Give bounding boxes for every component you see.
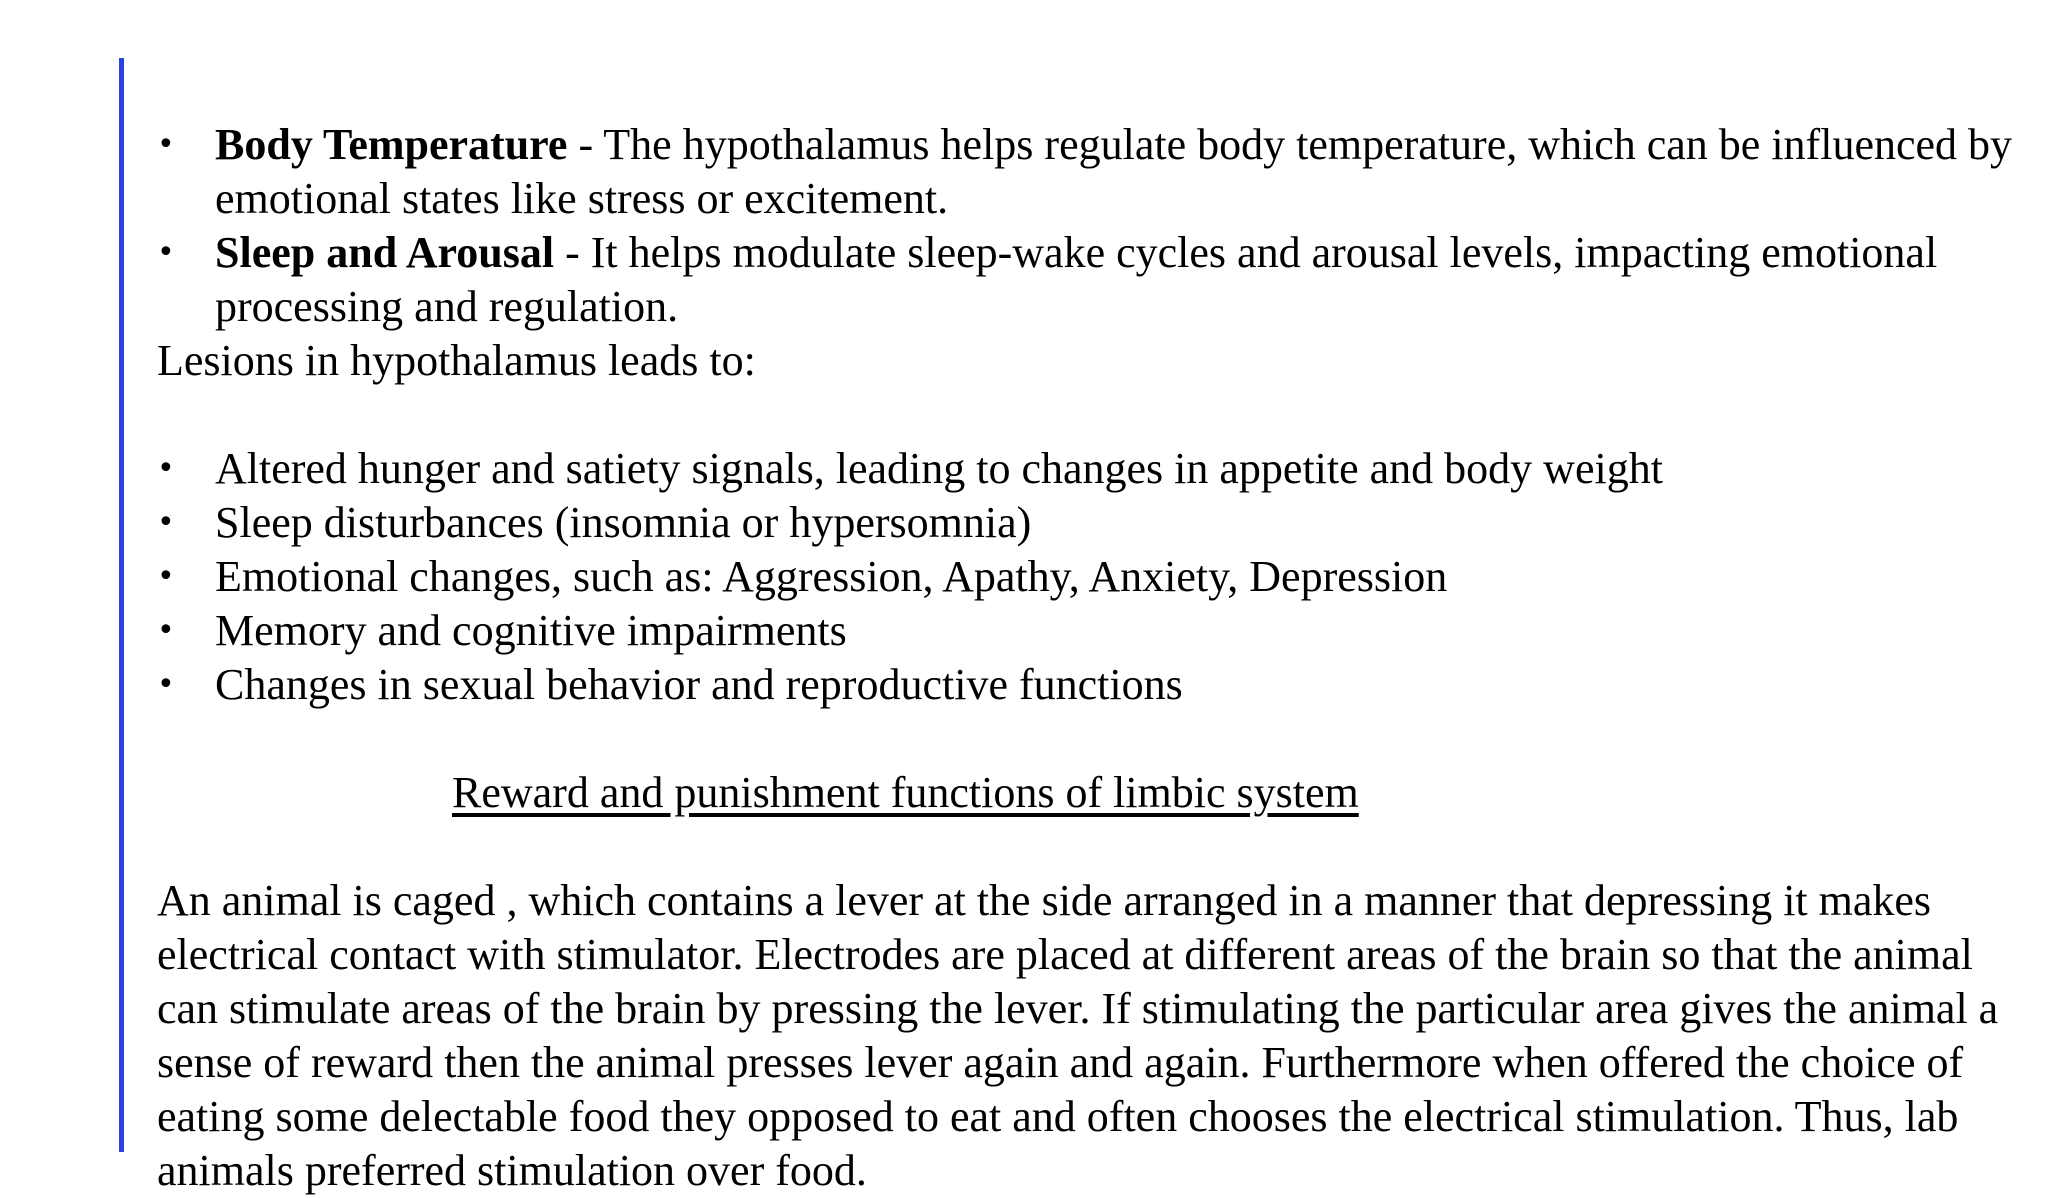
lesions-intro: Lesions in hypothalamus leads to:: [157, 336, 756, 385]
lesions-list: [157, 442, 2037, 712]
list-item: [157, 496, 2037, 550]
bullet-icon: •: [157, 505, 175, 540]
list-item-term: Body Temperature: [215, 120, 568, 169]
section-heading: Reward and punishment functions of limbic system: [452, 768, 1359, 817]
bullet-icon: •: [157, 451, 175, 486]
list-item: [157, 442, 2037, 496]
section-body: An animal is caged , which contains a lever at the side arranged in a manner that depressing it makes electrical contact with stimulator. Electrodes are placed at different areas of the brain so that the animal can stimulate areas of the brain by pressing the lever. If stimulating the particular area gives the animal a sense of reward then the animal presses lever again and again. Furthermore when offered the choice of eating some delectable food they opposed to eat and often chooses the electrical stimulation. Thus, lab animals preferred stimulation over food.: [157, 876, 1999, 1195]
list-item-text: - It helps modulate sleep-wake cycles and arousal levels, impacting emotional processing and regulation.: [215, 228, 1938, 331]
list-item-text: Altered hunger and satiety signals, leading to changes in appetite and body weight: [215, 444, 1663, 493]
bullet-icon: •: [157, 235, 175, 270]
list-item-text: Memory and cognitive impairments: [215, 606, 847, 655]
list-item-text: Sleep disturbances (insomnia or hypersomnia): [215, 498, 1032, 547]
list-item: [157, 226, 2037, 334]
list-item: [157, 604, 2037, 658]
list-item: [157, 658, 2037, 712]
bullet-icon: •: [157, 667, 175, 702]
document-content: [157, 118, 2037, 1198]
list-item-text: Changes in sexual behavior and reproductive functions: [215, 660, 1183, 709]
bullet-icon: •: [157, 613, 175, 648]
list-item-term: Sleep and Arousal: [215, 228, 555, 277]
list-item-text: - The hypothalamus helps regulate body temperature, which can be influenced by emotional states like stress or excitement.: [215, 120, 2013, 223]
list-item: [157, 550, 2037, 604]
spacer: [157, 712, 2037, 766]
list-item: [157, 118, 2037, 226]
spacer: [157, 388, 2037, 442]
bullet-icon: •: [157, 127, 175, 162]
bullet-icon: •: [157, 559, 175, 594]
list-item-text: Emotional changes, such as: Aggression, Apathy, Anxiety, Depression: [215, 552, 1448, 601]
spacer: [157, 820, 2037, 874]
change-bar: [119, 58, 124, 1152]
functions-list: [157, 118, 2037, 334]
